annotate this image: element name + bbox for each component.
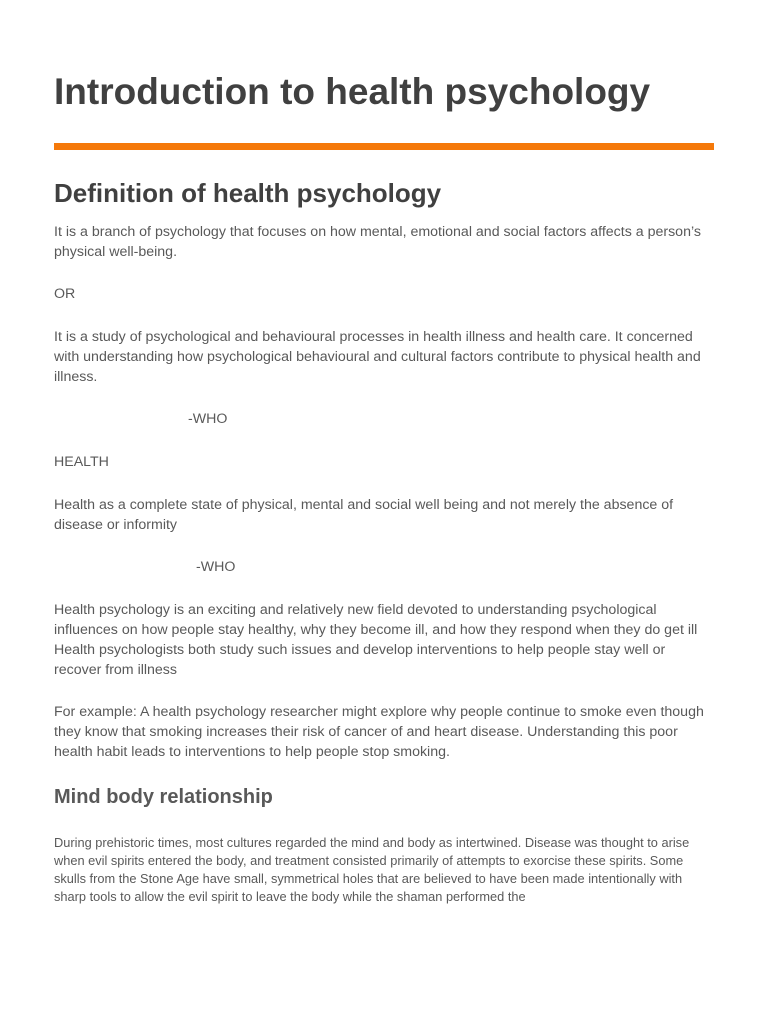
or-text: OR xyxy=(54,286,76,302)
health-definition-paragraph: Health as a complete state of physical, mental and social well being and not merely the absence of disease or informity xyxy=(54,497,674,533)
document-title: Introduction to health psychology xyxy=(54,71,651,112)
definition-paragraph-2: It is a study of psychological and behavioural processes in health illness and health care. It concerned with understanding how psychological behavioural and cultural factors contribute to physical health and illness. xyxy=(54,329,701,385)
title-divider xyxy=(54,143,714,150)
who-attribution-1: -WHO xyxy=(188,411,228,427)
section-heading-definition: Definition of health psychology xyxy=(54,178,442,208)
health-label: HEALTH xyxy=(54,454,109,470)
section-heading-mind-body: Mind body relationship xyxy=(54,786,273,808)
definition-paragraph-1: It is a branch of psychology that focuses on how mental, emotional and social factors affects a person’s physical well-being. xyxy=(54,224,701,260)
mind-body-paragraph-1: During prehistoric times, most cultures regarded the mind and body as intertwined. Disease was thought to arise when evil spirits entered the body, and treatment consisted primarily of attempts to exorcise these spirits. Some skulls from the Stone Age have small, symmetrical holes that are believed to have been made intentionally with sharp tools to allow the evil spirit to leave the body while the shaman performed the xyxy=(54,835,690,904)
example-paragraph: For example: A health psychology researcher might explore why people continue to smoke even though they know that smoking increases their risk of cancer of and heart disease. Understanding this poor health habit leads to interventions to help people stop smoking. xyxy=(54,704,704,760)
who-attribution-2: -WHO xyxy=(196,559,236,575)
definition-paragraph-3: Health psychology is an exciting and relatively new field devoted to understanding psychological influences on how people stay healthy, why they become ill, and how they respond when they do get ill Health psychologists both study such issues and develop interventions to help people stay well or recover from illness xyxy=(54,602,698,678)
